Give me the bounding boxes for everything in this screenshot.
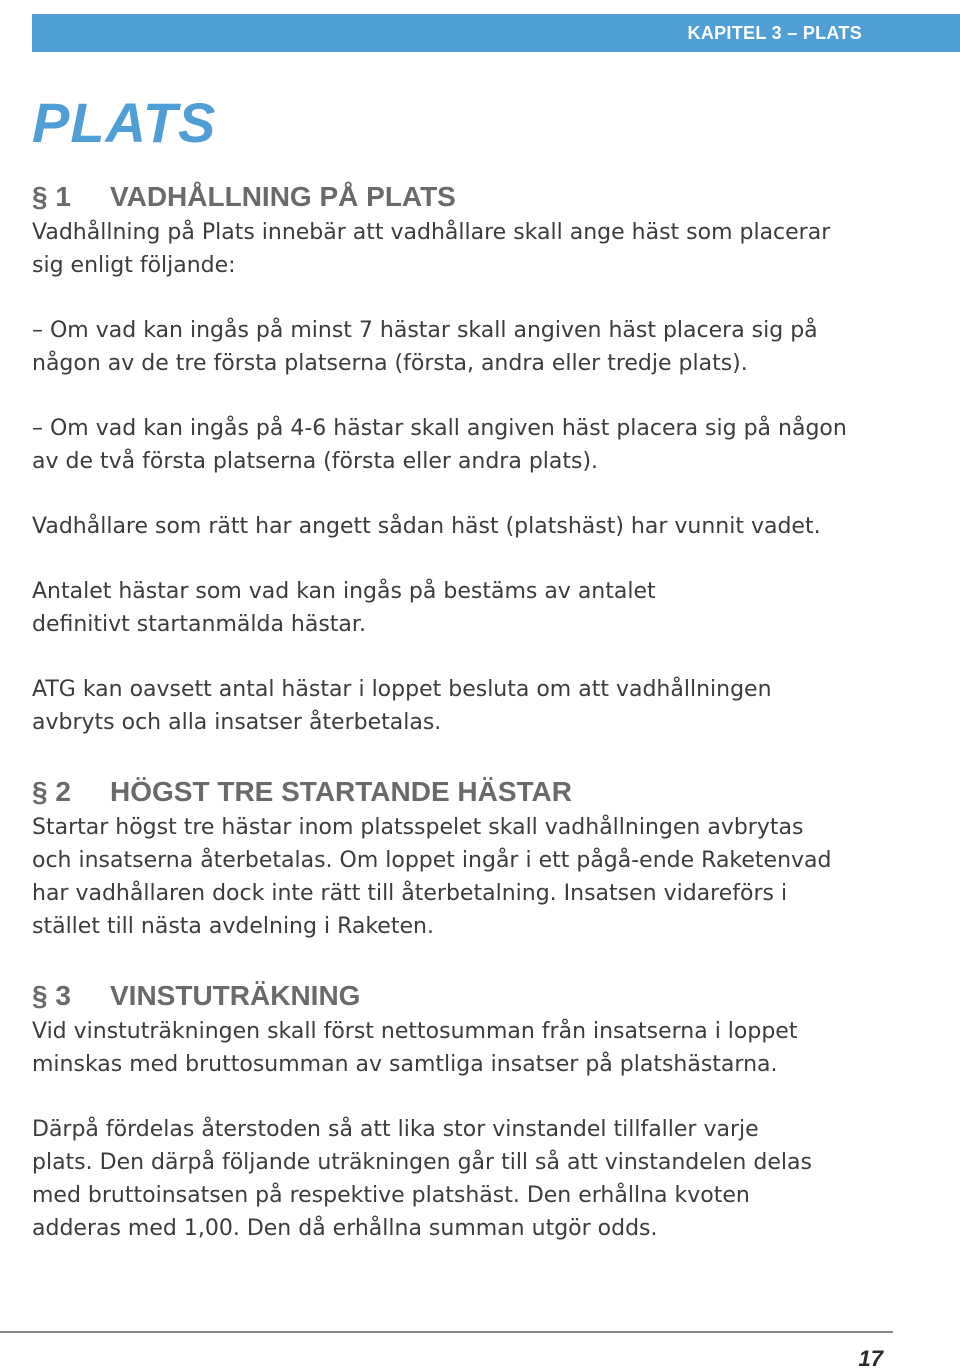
document-body: [32, 178, 912, 1245]
paragraph: ATG kan oavsett antal hästar i loppet besluta om att vadhållningen avbryts och alla insatser återbetalas.: [32, 677, 772, 735]
section-title: VINSTUTRÄKNING: [110, 980, 361, 1011]
list-item: – Om vad kan ingås på 4-6 hästar skall angiven häst placera sig på någon av de två första platserna (första eller andra plats).: [32, 416, 847, 474]
section-3-heading: [32, 977, 912, 1015]
section-1-heading: [32, 178, 912, 216]
paragraph: Vid vinstuträkningen skall först nettosumman från insatserna i loppet minskas med bruttosumman av samtliga insatser på platshästarna.: [32, 1019, 798, 1077]
paragraph: Därpå fördelas återstoden så att lika stor vinstandel tillfaller varje plats. Den därpå följande uträkningen går till så att vinstandelen delas med bruttoinsatsen på respektive platshäst. Den erhållna kvoten adderas med 1,00. Den då erhållna summan utgör odds.: [32, 1117, 812, 1241]
section-title: VADHÅLLNING PÅ PLATS: [110, 181, 456, 212]
paragraph: Vadhållning på Plats innebär att vadhållare skall ange häst som placerar sig enligt följande:: [32, 220, 831, 278]
paragraph: Vadhållare som rätt har angett sådan häst (platshäst) har vunnit vadet.: [32, 514, 821, 539]
header-bar: [32, 14, 960, 52]
list-item: – Om vad kan ingås på minst 7 hästar skall angiven häst placera sig på någon av de tre första platserna (första, andra eller tredje plats).: [32, 318, 818, 376]
section-title: HÖGST TRE STARTANDE HÄSTAR: [110, 776, 572, 807]
section-number: § 1: [32, 181, 71, 212]
paragraph: Startar högst tre hästar inom platsspelet skall vadhållningen avbrytas och insatserna återbetalas. Om loppet ingår i ett pågå-ende Raketenvad har vadhållaren dock inte rätt till återbetalning. Insatsen vidareförs i stället till nästa avdelning i Raketen.: [32, 815, 832, 939]
paragraph: Antalet hästar som vad kan ingås på bestäms av antalet definitivt startanmälda hästar.: [32, 579, 656, 637]
section-number: § 2: [32, 776, 71, 807]
footer-divider: [0, 1331, 893, 1333]
section-2-heading: [32, 773, 912, 811]
page-number: 17: [858, 1346, 883, 1371]
chapter-label: KAPITEL 3 – PLATS: [687, 23, 862, 43]
section-number: § 3: [32, 980, 71, 1011]
page-title: PLATS: [32, 91, 217, 154]
